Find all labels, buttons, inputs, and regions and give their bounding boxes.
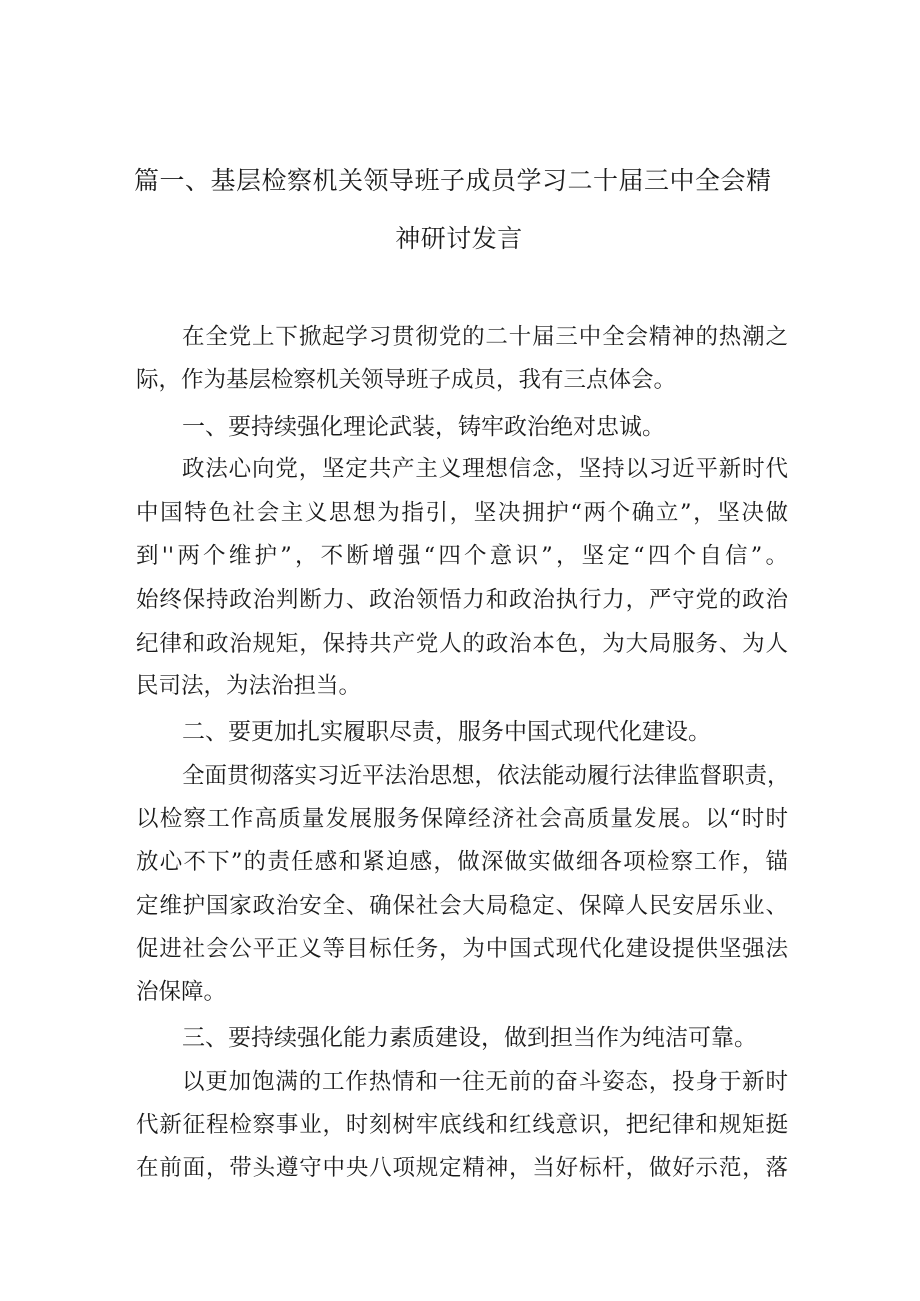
- section-3-line-2: 代新征程检察事业，时刻树牢底线和红线意识，把纪律和规矩挺: [136, 1112, 788, 1138]
- section-1-line-1: 政法心向党，坚定共产主义理想信念，坚持以习近平新时代: [182, 456, 788, 482]
- section-1-line-2: 中国特色社会主义思想为指引，坚决拥护“两个确立”，坚决做: [136, 500, 788, 526]
- document-title-line-2: 神研讨发言: [395, 224, 523, 253]
- section-3-line-3: 在前面，带头遵守中央八项规定精神，当好标杆，做好示范，落: [136, 1155, 788, 1181]
- section-2-line-3: 放心不下”的责任感和紧迫感，做深做实做细各项检察工作，锚: [136, 849, 788, 875]
- intro-line-2: 际，作为基层检察机关领导班子成员，我有三点体会。: [136, 367, 677, 393]
- section-2-line-1: 全面贯彻落实习近平法治思想，依法能动履行法律监督职责，: [182, 763, 790, 789]
- section-1-line-4: 始终保持政治判断力、政治领悟力和政治执行力，严守党的政治: [136, 587, 788, 613]
- section-2-line-6: 治保障。: [136, 979, 227, 1005]
- intro-line-1: 在全党上下掀起学习贯彻党的二十届三中全会精神的热潮之: [182, 324, 788, 350]
- document-title-line-1: 篇一、基层检察机关领导班子成员学习二十届三中全会精: [134, 166, 772, 195]
- section-2-line-4: 定维护国家政治安全、确保社会大局稳定、保障人民安居乐业、: [136, 893, 788, 919]
- section-1-line-6: 民司法，为法治担当。: [136, 673, 362, 699]
- section-1-line-5: 纪律和政治规矩，保持共产党人的政治本色，为大局服务、为人: [136, 631, 788, 657]
- section-3-line-1: 以更加饱满的工作热情和一往无前的奋斗姿态，投身于新时: [182, 1069, 788, 1095]
- section-2-line-2: 以检察工作高质量发展服务保障经济社会高质量发展。以“时时: [136, 806, 788, 832]
- section-2-heading: 二、要更加扎实履职尽责，服务中国式现代化建设。: [182, 719, 711, 745]
- section-3-heading: 三、要持续强化能力素质建设，做到担当作为纯洁可靠。: [182, 1025, 757, 1051]
- section-2-line-5: 促进社会公平正义等目标任务，为中国式现代化建设提供坚强法: [136, 936, 788, 962]
- section-1-heading: 一、要持续强化理论武装，铸牢政治绝对忠诚。: [182, 414, 665, 440]
- section-1-line-3: 到''两个维护”，不断增强“四个意识”，坚定“四个自信”。: [136, 543, 788, 569]
